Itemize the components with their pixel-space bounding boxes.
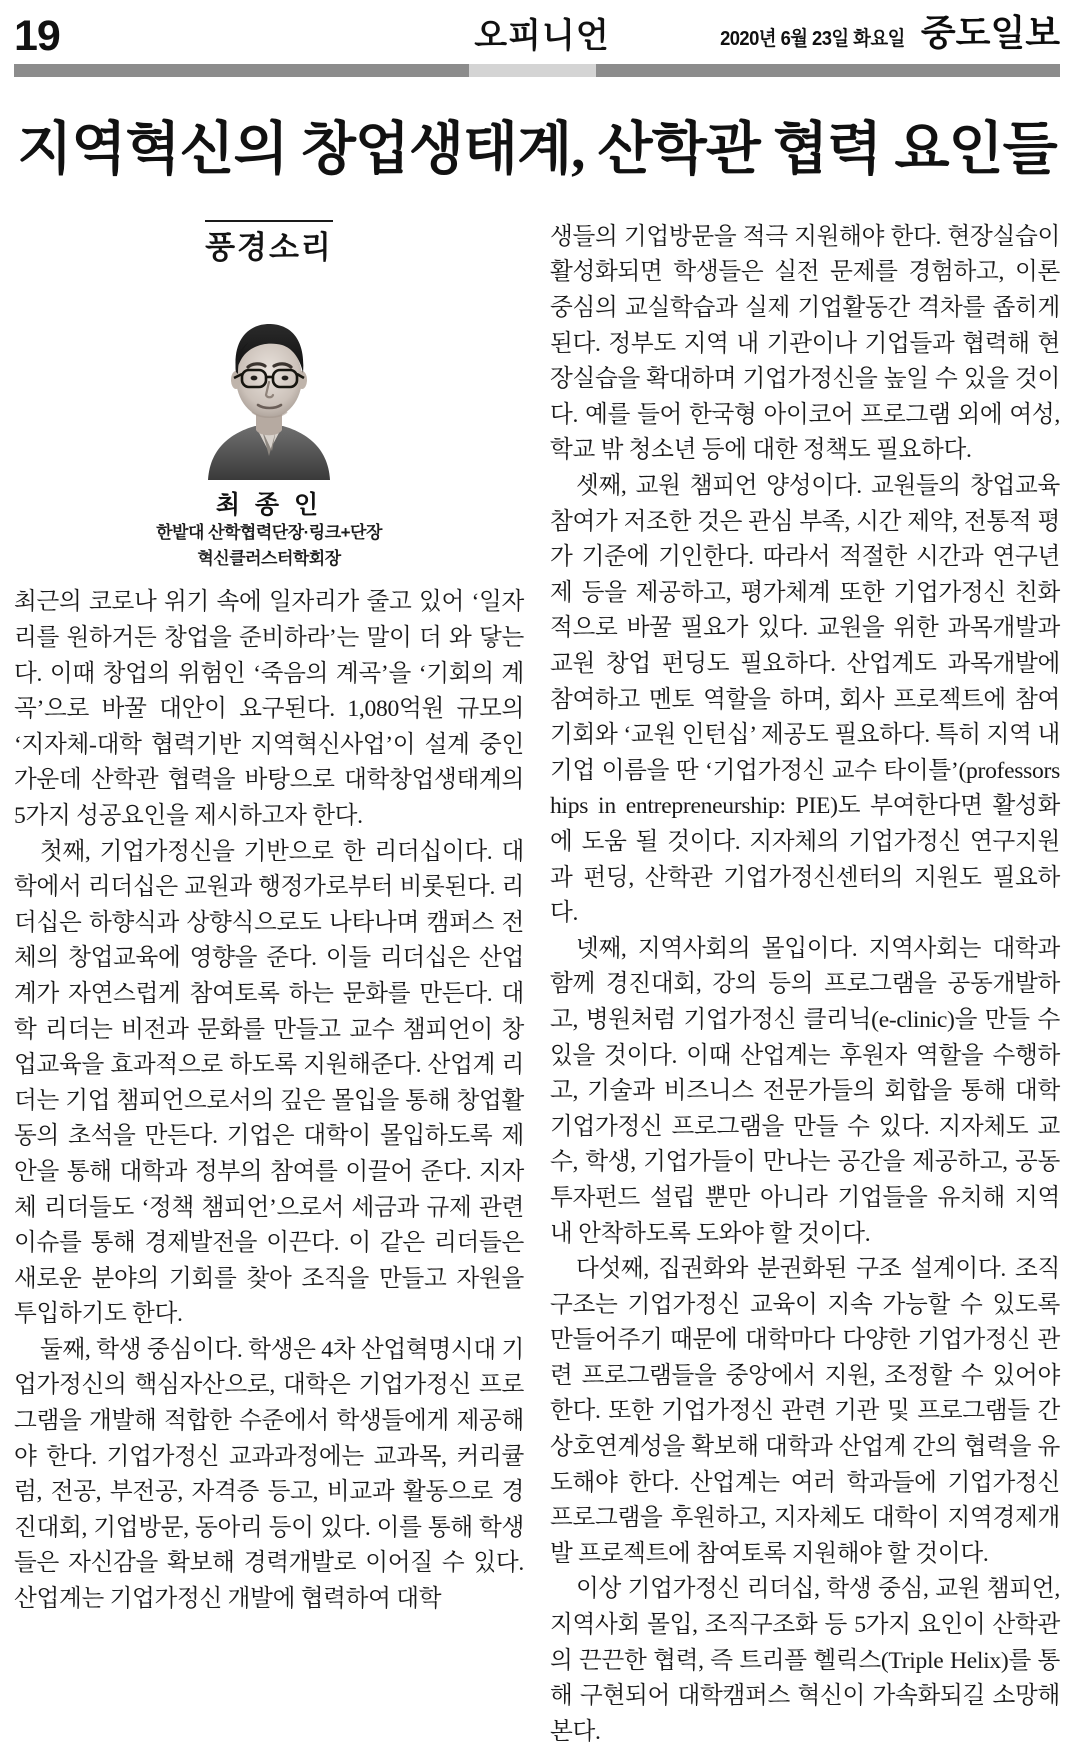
right-column-body (550, 220, 1060, 1750)
paragraph: 이상 기업가정신 리더십, 학생 중심, 교원 챔피언, 지역사회 몰입, 조직구조화 등 5가지 요인이 산학관의 끈끈한 협력, 즉 트리플 헬릭스(Triple Helix)를 통해 구현되어 대학캠퍼스 혁신이 가속화되길 소망해본다. (550, 1576, 1060, 1745)
paragraph: 넷째, 지역사회의 몰입이다. 지역사회는 대학과 함께 경진대회, 강의 등의 프로그램을 공동개발하고, 병원처럼 기업가정신 클리닉(e-clinic)을 만들 수 있을 것이다. 이때 산업계는 후원자 역할을 수행하고, 기술과 비즈니스 전문가들의 회합을 통해 대학 기업가정신 프로그램을 만들 수 있다. 지자체도 교수, 학생, 기업가들이 만나는 공간을 제공하고, 공동투자펀드 설립 뿐만 아니라 기업들을 유치해 지역 내 안착하도록 도와야 할 것이다. (550, 935, 1060, 1247)
issue-date: 2020년 6월 23일 화요일 (720, 28, 905, 50)
right-column (550, 220, 1060, 1750)
page-number: 19 (14, 12, 60, 60)
article-headline: 지역혁신의 창업생태계, 산학관 협력 요인들 (17, 118, 1057, 181)
byline-block (14, 220, 524, 572)
author-portrait-photo (196, 300, 342, 480)
newspaper-title: 중도일보 (920, 13, 1060, 53)
column-name-rule (205, 220, 333, 265)
paragraph: 둘째, 학생 중심이다. 학생은 4차 산업혁명시대 기업가정신의 핵심자산으로, 대학은 기업가정신 프로그램을 개발해 적합한 수준에서 학생들에게 제공해야 한다. 기업가정신 교과과정에는 교과목, 커리큘럼, 전공, 부전공, 자격증 등고, 비교과 활동으로 경진대회, 기업방문, 동아리 등이 있다. 이를 통해 학생들은 자신감을 확보해 경력개발로 이어질 수 있다. 산업계는 기업가정신 개발에 협력하여 대학 (14, 1336, 524, 1613)
section-title: 오피니언 (474, 17, 610, 55)
masthead (14, 0, 1060, 60)
paragraph: 셋째, 교원 챔피언 양성이다. 교원들의 창업교육 참여가 저조한 것은 관심 부족, 시간 제약, 전통적 평가 기준에 기인한다. 따라서 적절한 시간과 연구년제 등을 제공하고, 평가체계 또한 기업가정신 친화적으로 바꿀 필요가 있다. 교원을 위한 과목개발과 교원 창업 펀딩도 필요하다. 산업계도 과목개발에 참여하고 멘토 역할을 하며, 회사 프로젝트에 참여기회와 ‘교원 인턴십’ 제공도 필요하다. 특히 지역 내 기업 이름을 딴 ‘기업가정신 교수 타이틀’(professorships in entrepreneurship: PIE)도 부여한다면 활성화에 도움 될 것이다. 지자체의 기업가정신 연구지원과 펀딩, 산학관 기업가정신센터의 지원도 필요하다. (550, 473, 1060, 927)
rule-segment-middle (469, 64, 596, 77)
column-series-name: 풍경소리 (205, 229, 333, 265)
rule-segment-left (14, 64, 469, 77)
author-affiliation-line-1: 한밭대 산학협력단장·링크+단장 (156, 523, 382, 543)
left-column-body (14, 585, 524, 1617)
portrait-illustration (196, 300, 342, 480)
article-columns (14, 220, 1060, 1750)
rule-segment-right (596, 64, 1060, 77)
left-column (14, 220, 524, 1750)
paragraph: 최근의 코로나 위기 속에 일자리가 줄고 있어 ‘일자리를 원하거든 창업을 준비하라’는 말이 더 와 닿는다. 이때 창업의 위험인 ‘죽음의 계곡’을 ‘기회의 계곡’으로 바꿀 대안이 요구된다. 1,080억원 규모의 ‘지자체-대학 협력기반 지역혁신사업’이 설계 중인 가운데 산학관 협력을 바탕으로 대학창업생태계의 5가지 성공요인을 제시하고자 한다. (14, 589, 524, 829)
author-name: 최 종 인 (215, 491, 323, 520)
paragraph: 첫째, 기업가정신을 기반으로 한 리더십이다. 대학에서 리더십은 교원과 행정가로부터 비롯된다. 리더십은 하향식과 상향식으로도 나타나며 캠퍼스 전체의 창업교육에 영향을 준다. 이들 리더십은 산업계가 자연스럽게 참여토록 하는 문화를 만든다. 대학 리더는 비전과 문화를 만들고 교수 챔피언이 창업교육을 효과적으로 하도록 지원해준다. 산업계 리더는 기업 챔피언으로서의 깊은 몰입을 통해 창업활동의 초석을 만든다. 기업은 대학이 몰입하도록 제안을 통해 대학과 정부의 참여를 이끌어 준다. 지자체 리더들도 ‘정책 챔피언’으로서 세금과 규제 관련 이슈를 통해 경제발전을 이끈다. 이 같은 리더들은 새로운 분야의 기회를 찾아 조직을 만들고 자원을 투입하기도 한다. (14, 838, 524, 1328)
paragraph: 다섯째, 집권화와 분권화된 구조 설계이다. 조직구조는 기업가정신 교육이 지속 가능할 수 있도록 만들어주기 때문에 대학마다 다양한 기업가정신 관련 프로그램들을 중앙에서 지원, 조정할 수 있어야 한다. 또한 기업가정신 관련 기관 및 프로그램들 간 상호연계성을 확보해 대학과 산업계 간의 협력을 유도해야 한다. 산업계는 여러 학과들에 기업가정신 프로그램을 후원하고, 지자체도 대학이 지역경제개발 프로젝트에 참여토록 지원해야 할 것이다. (550, 1256, 1060, 1567)
masthead-right-group (704, 5, 1060, 60)
author-affiliation-line-2: 혁신클러스터학회장 (197, 548, 341, 568)
masthead-rule-bar (14, 64, 1060, 77)
paragraph: 생들의 기업방문을 적극 지원해야 한다. 현장실습이 활성화되면 학생들은 실전 문제를 경험하고, 이론 중심의 교실학습과 실제 기업활동간 격차를 좁히게 된다. 정부도 지역 내 기관이나 기업들과 협력해 현장실습을 확대하며 기업가정신을 높일 수 있을 것이다. 예를 들어 한국형 아이코어 프로그램 외에 여성, 학교 밖 청소년 등에 대한 정책도 필요하다. (550, 223, 1060, 464)
